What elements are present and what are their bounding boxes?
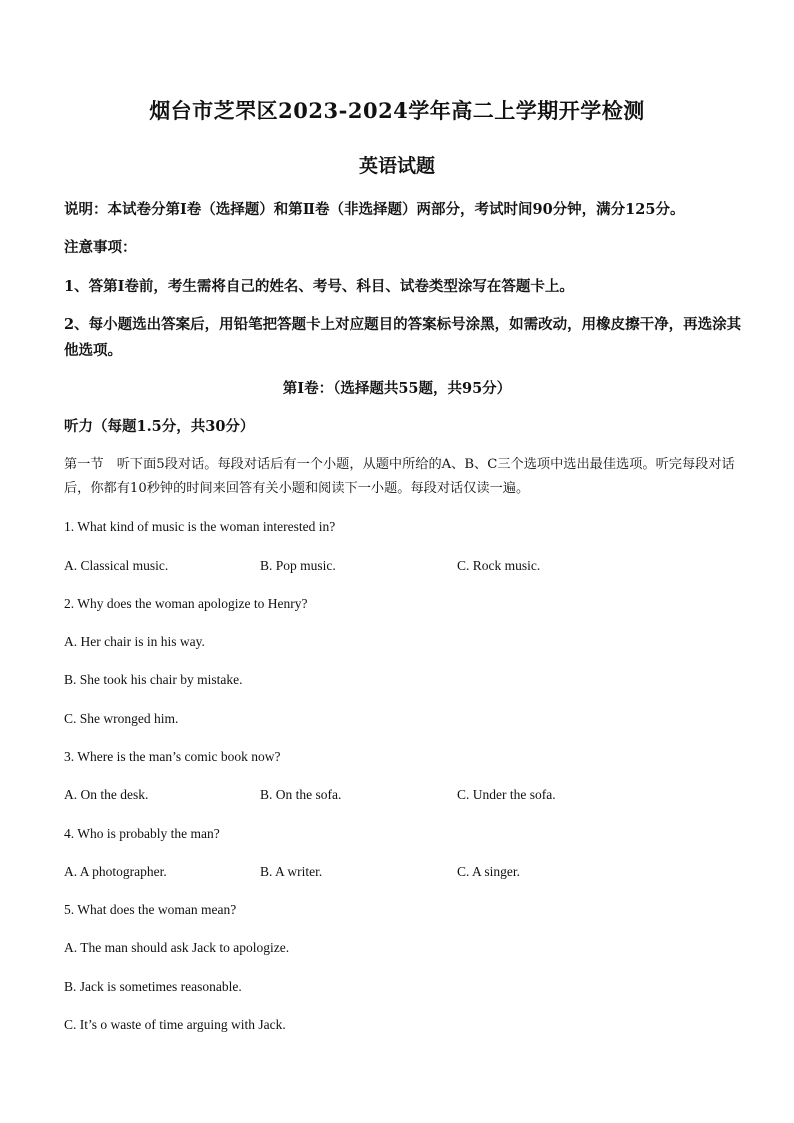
q5-option-a: A. The man should ask Jack to apologize. [64,940,290,955]
q3-option-a: A. On the desk. [64,787,149,802]
q3-option-b: B. On the sofa. [260,787,342,802]
q4-option-c: C. A singer. [457,864,521,879]
listening-heading: 听力（每题1.5分，共30分） [64,418,255,435]
question-5: 5. What does the woman mean? [64,902,237,917]
notice-heading: 注意事项： [64,239,137,256]
q5-option-b: B. Jack is sometimes reasonable. [64,979,242,994]
q3-option-c: C. Under the sofa. [457,787,556,802]
question-4: 4. Who is probably the man? [64,826,220,841]
q4-option-b: B. A writer. [260,864,323,879]
question-2: 2. Why does the woman apologize to Henry? [64,596,308,611]
q2-option-b: B. She took his chair by mistake. [64,672,243,687]
q1-option-b: B. Pop music. [260,558,336,573]
exam-subtitle: 英语试题 [358,155,435,177]
part1-instructions: 第一节 听下面5段对话。每段对话后有一个小题，从题中所给的A、B、C三个选项中选出最佳选项。听完每段对话后，你都有10秒钟的时间来回答有关小题和阅读下一小题。每段对话仅读一遍。 [64,457,735,496]
notice-item-2: 2、每小题选出答案后，用铅笔把答题卡上对应题目的答案标号涂黑，如需改动，用橡皮擦干净，再选涂其他选项。 [64,316,742,359]
exam-title: 烟台市芝罘区2023-2024学年高二上学期开学检测 [149,98,645,123]
q1-option-a: A. Classical music. [64,558,169,573]
section-title: 第Ⅰ卷：（选择题共55题，共95分） [282,380,512,397]
q2-option-c: C. She wronged him. [64,711,179,726]
notice-item-1: 1、答第Ⅰ卷前，考生需将自己的姓名、考号、科目、试卷类型涂写在答题卡上。 [64,278,574,295]
question-3: 3. Where is the man’s comic book now? [64,749,281,764]
q5-option-c: C. It’s o waste of time arguing with Jack. [64,1017,286,1032]
question-1: 1. What kind of music is the woman interested in? [64,519,336,534]
q4-option-a: A. A photographer. [64,864,167,879]
q2-option-a: A. Her chair is in his way. [64,634,205,649]
exam-note: 说明：本试卷分第Ⅰ卷（选择题）和第Ⅱ卷（非选择题）两部分，考试时间90分钟，满分125分。 [64,201,685,218]
q1-option-c: C. Rock music. [457,558,541,573]
